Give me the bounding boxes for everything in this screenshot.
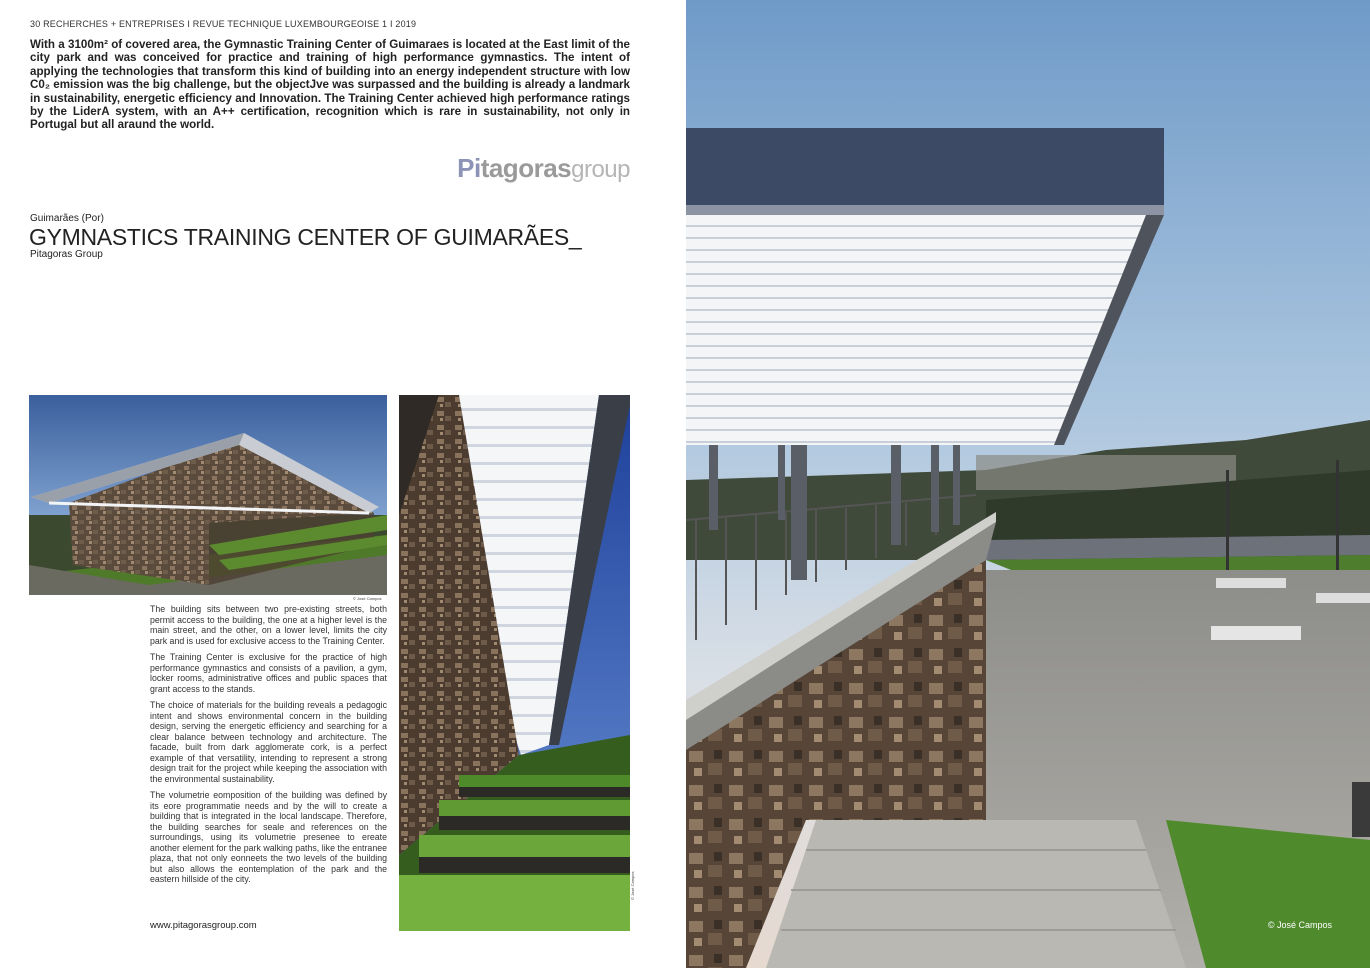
article-title: GYMNASTICS TRAINING CENTER OF GUIMARÃES_ [29,224,582,250]
right-page [686,0,1370,968]
logo-tagoras: tagoras [480,153,572,183]
body-paragraph-4: The volumetrie eomposition of the building was defined by its eore programmatie needs and by the will to create a building that is integrated in the local landscape. Therefore, the building searches for seale and references on the surroundings, using its volumetrie presenee to ereate another element for the park walking paths, like the entranee plaza, that not only eonneets the two levels of the building but also allows the eontemplation of the park and the eastern hillside of the city. [150,790,387,884]
body-paragraph-3: The choice of materials for the building reveals a pedagogic intent and shows environmental concern in the building design, serving the energetic efficiency and searching for a clear balance between technology and architecture. The facade, built from dark agglomerate cork, is a perfect example of that versatility, intending to represent a strong design trait for the project while keeping the association with the environmental sustainability. [150,700,387,784]
article-location: Guimarães (Por) [30,213,104,224]
building-exterior-photo [29,395,387,595]
website-link[interactable]: www.pitagorasgroup.com [150,920,257,931]
body-paragraph-2: The Training Center is exclusive for the practice of high performance gymnastics and consists of a pavilion, a gym, locker rooms, administrative offices and public spaces that grant access to the stands. [150,652,387,694]
logo-group: group [571,156,630,183]
intro-paragraph: With a 3100m² of covered area, the Gymnastic Training Center of Guimaraes is located at the East limit of the city park and was conceived for practice and training of high performance gymnastics. The intent of applying the technologies that transform this kind of building into an energy independent structure with low C0₂ emission was the big challenge, but the objectJve was surpassed and the building is already a landmark in sustainability, energetic efficiency and Innovation. The Training Center achieved high performance ratings by the LiderA system, with an A++ certification, recognition which is rare in sustainability, not only in Portugal but all araund the world. [30,38,630,132]
article-body [150,604,387,891]
canopy-walkway-photo [399,395,630,931]
plaza-canopy-photo [686,0,1370,968]
photo2-credit: © José Campos [630,871,635,900]
pitagoras-logo [457,153,630,184]
article-author: Pitagoras Group [30,249,103,260]
running-header: 30 RECHERCHES + ENTREPRISES I REVUE TECHNIQUE LUXEMBOURGEOISE 1 I 2019 [30,19,417,29]
logo-pi: Pi [457,153,481,183]
photo1-credit: © José Campos [353,596,382,601]
main-photo-credit: © José Campos [1267,920,1332,930]
body-paragraph-1: The building sits between two pre-existing streets, both permit access to the building, the one at a higher level is the main street, and the other, on a lower level, limits the city park and is used for exclusive access to the Training Center. [150,604,387,646]
